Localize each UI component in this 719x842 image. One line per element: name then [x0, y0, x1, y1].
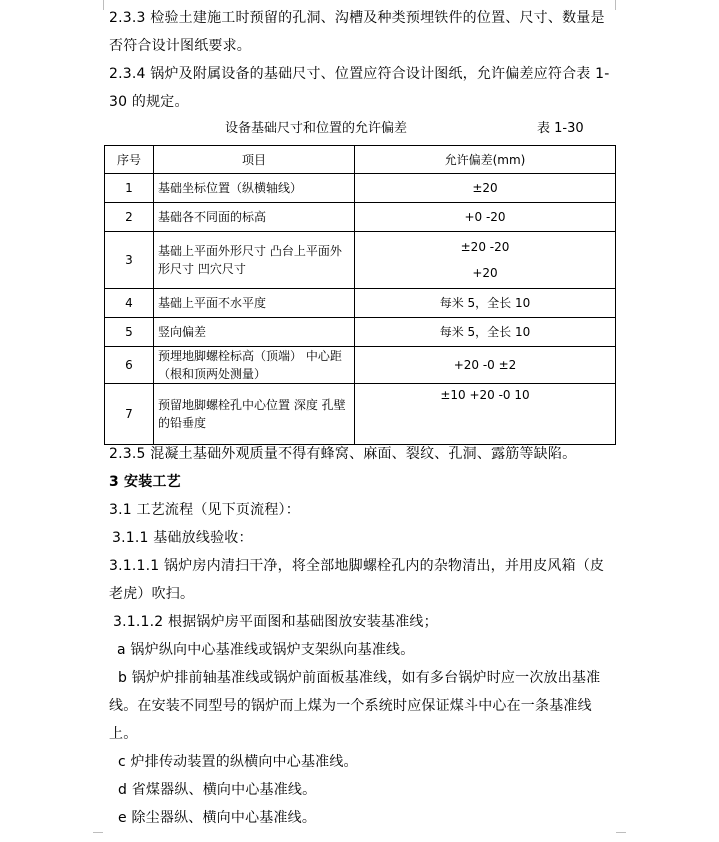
tolerance-value: ±20 -20	[460, 240, 510, 254]
tolerance-value: +0 -20	[464, 210, 506, 224]
row-number: 1	[105, 174, 154, 203]
tolerance-value: 每米 5，全长 10	[439, 325, 531, 339]
list-item-a: a 锅炉纵向中心基准线或锅炉支架纵向基准线。	[117, 642, 415, 658]
table-row	[105, 318, 616, 347]
row-item: 基础上平面外形尺寸 凸台上平面外形尺寸 凹穴尺寸	[154, 232, 355, 289]
row-number: 7	[105, 384, 154, 445]
row-tolerance	[355, 203, 616, 232]
paragraph-2-3-4: 2.3.4 锅炉及附属设备的基础尺寸、位置应符合设计图纸，允许偏差应符合表 1-30 的规定。	[109, 66, 610, 110]
row-tolerance	[355, 289, 616, 318]
header-tolerance: 允许偏差(mm)	[355, 146, 616, 174]
tolerance-value: +20	[472, 266, 498, 280]
row-item: 基础各不同面的标高	[154, 203, 355, 232]
row-number: 3	[105, 232, 154, 289]
header-no: 序号	[105, 146, 154, 174]
tolerance-value: +20 -0 ±2	[453, 358, 517, 372]
table-row	[105, 174, 616, 203]
row-item: 基础坐标位置（纵横轴线）	[154, 174, 355, 203]
table-row	[105, 347, 616, 384]
row-number: 2	[105, 203, 154, 232]
row-tolerance	[355, 347, 616, 384]
crop-mark-top-right	[615, 0, 616, 10]
table-row	[105, 232, 616, 289]
paragraph-3-1-1-1: 3.1.1.1 锅炉房内清扫干净，将全部地脚螺栓孔内的杂物清出，并用皮风箱（皮老虎）吹扫。	[109, 558, 605, 602]
table-row	[105, 203, 616, 232]
table-number: 表 1-30	[537, 121, 584, 136]
row-tolerance	[355, 232, 616, 289]
list-item-d: d 省煤器纵、横向中心基准线。	[118, 782, 317, 798]
paragraph-2-3-5: 2.3.5 混凝土基础外观质量不得有蜂窝、麻面、裂纹、孔洞、露筋等缺陷。	[109, 446, 577, 462]
tolerance-value: ±20	[472, 181, 498, 195]
list-item-c: c 炉排传动装置的纵横向中心基准线。	[118, 754, 358, 770]
section-heading-3: 3 安装工艺	[109, 474, 181, 490]
crop-mark-bottom-right	[616, 832, 626, 833]
row-tolerance	[355, 174, 616, 203]
paragraph-3-1-1: 3.1.1 基础放线验收：	[112, 530, 253, 546]
row-item: 基础上平面不水平度	[154, 289, 355, 318]
table-row	[105, 289, 616, 318]
paragraph-2-3-3: 2.3.3 检验土建施工时预留的孔洞、沟槽及种类预埋铁件的位置、尺寸、数量是否符合设计图纸要求。	[109, 10, 605, 54]
header-item: 项目	[154, 146, 355, 174]
tolerance-value: ±10 +20 -0 10	[440, 388, 530, 402]
row-number: 6	[105, 347, 154, 384]
table-title: 设备基础尺寸和位置的允许偏差	[225, 121, 408, 136]
table-header-row	[105, 146, 616, 174]
crop-mark-top-left	[103, 0, 104, 10]
row-tolerance	[355, 384, 616, 445]
paragraph-3-1: 3.1 工艺流程（见下页流程）：	[109, 502, 300, 518]
list-item-e: e 除尘器纵、横向中心基准线。	[118, 810, 317, 826]
crop-mark-bottom-left	[93, 832, 103, 833]
tolerance-value: 每米 5，全长 10	[439, 296, 531, 310]
list-item-b: b 锅炉炉排前轴基准线或锅炉前面板基准线，如有多台锅炉时应一次放出基准线。在安装不同型号的锅炉而上煤为一个系统时应保证煤斗中心在一条基准线上。	[109, 670, 601, 742]
tolerance-table	[104, 145, 616, 445]
row-number: 5	[105, 318, 154, 347]
table-row	[105, 384, 616, 445]
row-item: 竖向偏差	[154, 318, 355, 347]
row-item: 预留地脚螺栓孔中心位置 深度 孔壁的铅垂度	[154, 384, 355, 445]
row-tolerance	[355, 318, 616, 347]
row-number: 4	[105, 289, 154, 318]
row-item: 预埋地脚螺栓标高（顶端） 中心距（根和顶两处测量）	[154, 347, 355, 384]
paragraph-3-1-1-2: 3.1.1.2 根据锅炉房平面图和基础图放安装基准线；	[113, 614, 438, 630]
table-caption	[0, 118, 719, 140]
